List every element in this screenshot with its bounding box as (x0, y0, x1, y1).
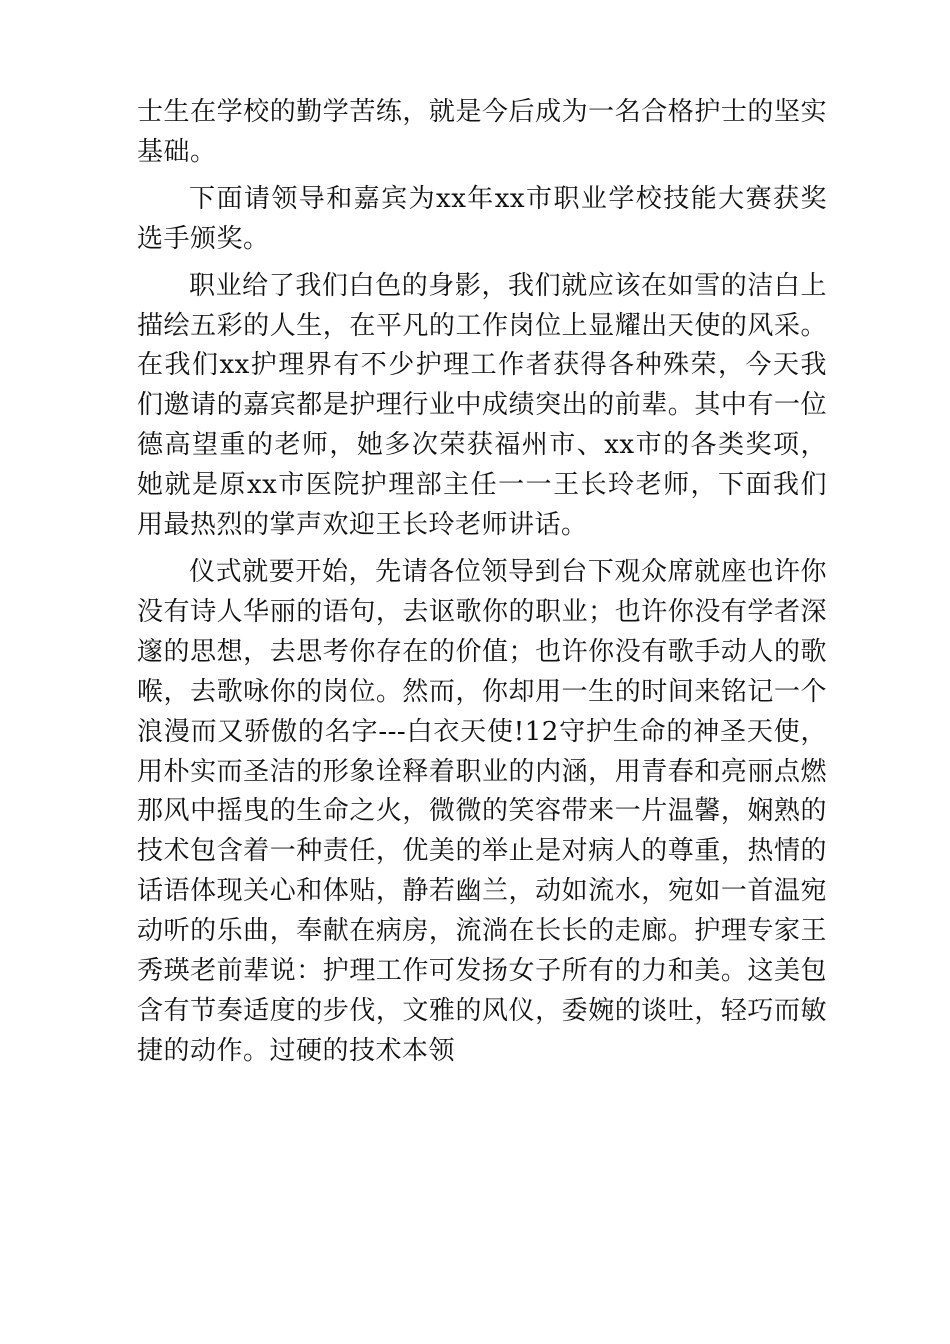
paragraph-3: 职业给了我们白色的身影，我们就应该在如雪的洁白上描绘五彩的人生，在平凡的工作岗位上显耀出天使的风采。在我们xx护理界有不少护理工作者获得各种殊荣，今天我们邀请的嘉宾都是护理行业中成绩突出的前辈。其中有一位德高望重的老师，她多次荣获福州市、xx市的各类奖项，她就是原xx市医院护理部主任一一王长玲老师，下面我们用最热烈的掌声欢迎王长玲老师讲话。 (137, 270, 827, 541)
paragraph-1: 士生在学校的勤学苦练，就是今后成为一名合格护士的坚实基础。 (137, 97, 827, 167)
paragraph-2: 下面请领导和嘉宾为xx年xx市职业学校技能大赛获奖选手颁奖。 (137, 183, 827, 254)
document-page (137, 93, 827, 1072)
paragraph-4: 仪式就要开始，先请各位领导到台下观众席就座也许你没有诗人华丽的语句，去讴歌你的职业；也许你没有学者深邃的思想，去思考你存在的价值；也许你没有歌手动人的歌喉，去歌咏你的岗位。然而，你却用一生的时间来铭记一个浪漫而又骄傲的名字---白衣天使!12守护生命的神圣天使，用朴实而圣洁的形象诠释着职业的内涵，用青春和亮丽点燃那风中摇曳的生命之火，微微的笑容带来一片温馨，娴熟的技术包含着一种责任，优美的举止是对病人的尊重，热情的话语体现关心和体贴，静若幽兰，动如流水，宛如一首温宛动听的乐曲，奉献在病房，流淌在长长的走廊。护理专家王秀瑛老前辈说：护理工作可发扬女子所有的力和美。这美包含有节奏适度的步伐，文雅的风仪，委婉的谈吐，轻巧而敏捷的动作。过硬的技术本领 (137, 556, 827, 1066)
